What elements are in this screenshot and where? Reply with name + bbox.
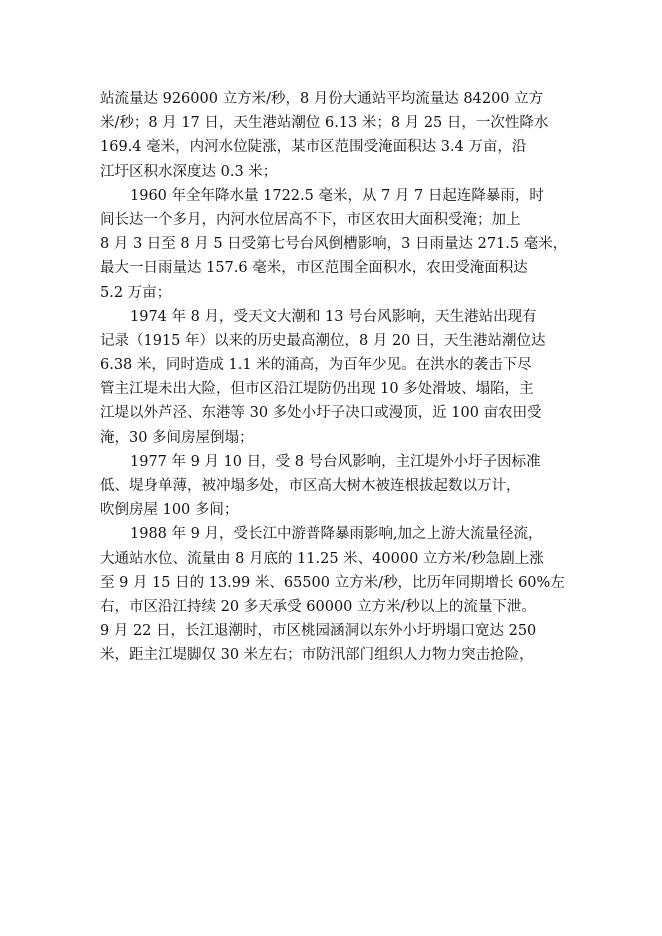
- document-body: [100, 87, 570, 668]
- paragraph-2: [100, 184, 570, 305]
- text-line: 1988 年 9 月，受长江中游普降暴雨影响,加之上游大流量径流，: [130, 526, 543, 543]
- text-line: 9 月 22 日，长江退潮时，市区桃园涵洞以东外小圩坍塌口宽达 250: [100, 623, 537, 640]
- text-line: 8 月 3 日至 8 月 5 日受第七号台风倒槽影响，3 日雨量达 271.5 毫米，: [100, 236, 568, 253]
- text-line: 江堤以外芦泾、东港等 30 多处小圩子决口或漫顶，近 100 亩农田受: [100, 405, 542, 422]
- text-line: 至 9 月 15 日的 13.99 米、65500 立方米/秒，比历年同期增长 60%左: [100, 574, 565, 591]
- text-line: 记录（1915 年）以来的历史最高潮位，8 月 20 日，天生港站潮位达: [100, 332, 546, 349]
- text-line: 5.2 万亩；: [100, 284, 172, 301]
- text-line: 1974 年 8 月，受天文大潮和 13 号台风影响，天生港站出现有: [130, 308, 537, 325]
- text-line: 最大一日雨量达 157.6 毫米，市区范围全面积水，农田受淹面积达: [100, 260, 528, 277]
- text-line: 1977 年 9 月 10 日，受 8 号台风影响，主江堤外小圩子因标准: [130, 453, 541, 470]
- paragraph-1: [100, 87, 570, 184]
- text-line: 1960 年全年降水量 1722.5 毫米，从 7 月 7 日起连降暴雨，时: [130, 187, 544, 204]
- text-line: 米/秒；8 月 17 日，天生港站潮位 6.13 米；8 月 25 日，一次性降水: [100, 115, 549, 132]
- text-line: 低、堤身单薄，被冲塌多处，市区高大树木被连根拔起数以万计，: [100, 478, 521, 494]
- paragraph-4: [100, 450, 570, 523]
- text-line: 吹倒房屋 100 多间；: [100, 502, 239, 519]
- text-line: 间长达一个多月，内河水位居高不下，市区农田大面积受淹；加上: [100, 211, 521, 228]
- text-line: 169.4 毫米，内河水位陡涨，某市区范围受淹面积达 3.4 万亩，沿: [100, 139, 527, 156]
- text-line: 米，距主江堤脚仅 30 米左右；市防汛部门组织人力物力突击抢险，: [100, 647, 534, 664]
- text-line: 右，市区沿江持续 20 多天承受 60000 立方米/秒以上的流量下泄。: [100, 598, 536, 615]
- text-line: 淹，30 多间房屋倒塌；: [100, 429, 254, 446]
- text-line: 6.38 米，同时造成 1.1 米的涌高，为百年少见。在洪水的袭击下尽: [100, 357, 532, 374]
- text-line: 大通站水位、流量由 8 月底的 11.25 米、40000 立方米/秒急剧上涨: [100, 550, 544, 567]
- paragraph-3: [100, 305, 570, 450]
- text-line: 管主江堤未出大险，但市区沿江堤防仍出现 10 多处滑坡、塌陷，主: [100, 381, 534, 398]
- text-line: 站流量达 926000 立方米/秒，8 月份大通站平均流量达 84200 立方: [100, 91, 544, 107]
- text-line: 江圩区积水深度达 0.3 米；: [100, 163, 278, 180]
- paragraph-5: [100, 522, 570, 667]
